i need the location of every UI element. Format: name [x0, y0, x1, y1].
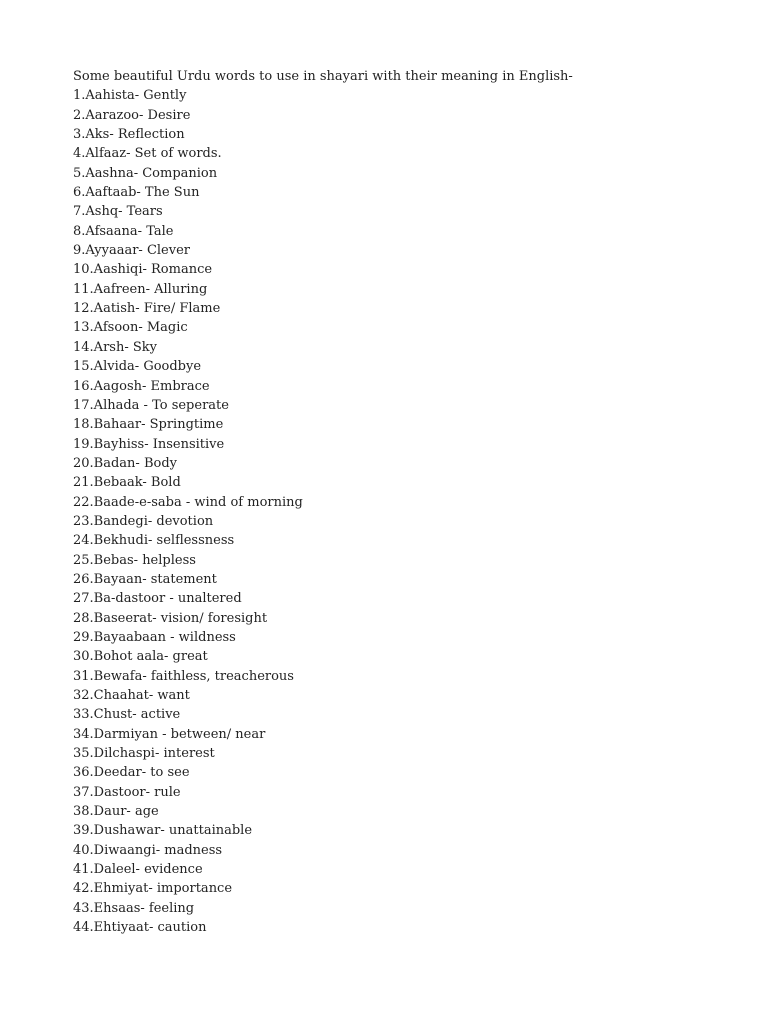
list-item: 1.Aahista- Gently [73, 88, 187, 104]
list-item: 42.Ehmiyat- importance [73, 881, 233, 897]
list-item: 40.Diwaangi- madness [73, 842, 223, 858]
list-item: 3.Aks- Reflection [73, 127, 185, 143]
list-item: 5.Aashna- Companion [73, 165, 218, 181]
list-item: 6.Aaftaab- The Sun [73, 185, 200, 201]
list-item: 26.Bayaan- statement [73, 571, 217, 587]
list-item: 22.Baade-e-saba - wind of morning [73, 494, 303, 510]
list-item: 37.Dastoor- rule [73, 784, 181, 800]
list-item: 25.Bebas- helpless [73, 552, 196, 568]
list-item: 38.Daur- age [73, 804, 159, 820]
list-item: 8.Afsaana- Tale [73, 223, 174, 239]
list-item: 16.Aagosh- Embrace [73, 378, 210, 394]
list-item: 17.Alhada - To seperate [73, 397, 229, 413]
intro-line: Some beautiful Urdu words to use in shayari with their meaning in English- [73, 69, 573, 84]
list-item: 39.Dushawar- unattainable [73, 823, 253, 839]
list-item: 41.Daleel- evidence [73, 862, 203, 878]
list-item: 30.Bohot aala- great [73, 649, 208, 665]
list-item: 24.Bekhudi- selflessness [73, 533, 235, 549]
list-item: 35.Dilchaspi- interest [73, 746, 215, 762]
list-item: 33.Chust- active [73, 707, 181, 723]
list-item: 13.Afsoon- Magic [73, 320, 188, 336]
list-item: 11.Aafreen- Alluring [73, 281, 208, 297]
list-item: 21.Bebaak- Bold [73, 475, 181, 491]
list-item: 43.Ehsaas- feeling [73, 900, 195, 916]
list-item: 14.Arsh- Sky [73, 339, 157, 355]
list-item: 32.Chaahat- want [73, 688, 190, 703]
document-body [73, 67, 713, 937]
list-item: 36.Deedar- to see [73, 765, 190, 781]
list-item: 27.Ba-dastoor - unaltered [73, 591, 242, 607]
list-item: 7.Ashq- Tears [73, 204, 163, 220]
list-item: 2.Aarazoo- Desire [73, 107, 191, 123]
list-item: 4.Alfaaz- Set of words. [73, 146, 222, 162]
list-item: 12.Aatish- Fire/ Flame [73, 301, 221, 317]
list-item: 18.Bahaar- Springtime [73, 417, 224, 433]
word-list [73, 86, 713, 937]
list-item: 20.Badan- Body [73, 455, 177, 471]
list-item: 34.Darmiyan - between/ near [73, 726, 266, 742]
list-item: 31.Bewafa- faithless, treacherous [73, 668, 294, 684]
list-item: 15.Alvida- Goodbye [73, 359, 202, 375]
list-item: 10.Aashiqi- Romance [73, 262, 213, 278]
list-item: 23.Bandegi- devotion [73, 513, 214, 529]
list-item: 29.Bayaabaan - wildness [73, 629, 236, 645]
list-item: 19.Bayhiss- Insensitive [73, 436, 225, 452]
list-item: 9.Ayyaaar- Clever [73, 243, 190, 259]
list-item: 44.Ehtiyaat- caution [73, 920, 207, 936]
list-item: 28.Baseerat- vision/ foresight [73, 610, 268, 626]
